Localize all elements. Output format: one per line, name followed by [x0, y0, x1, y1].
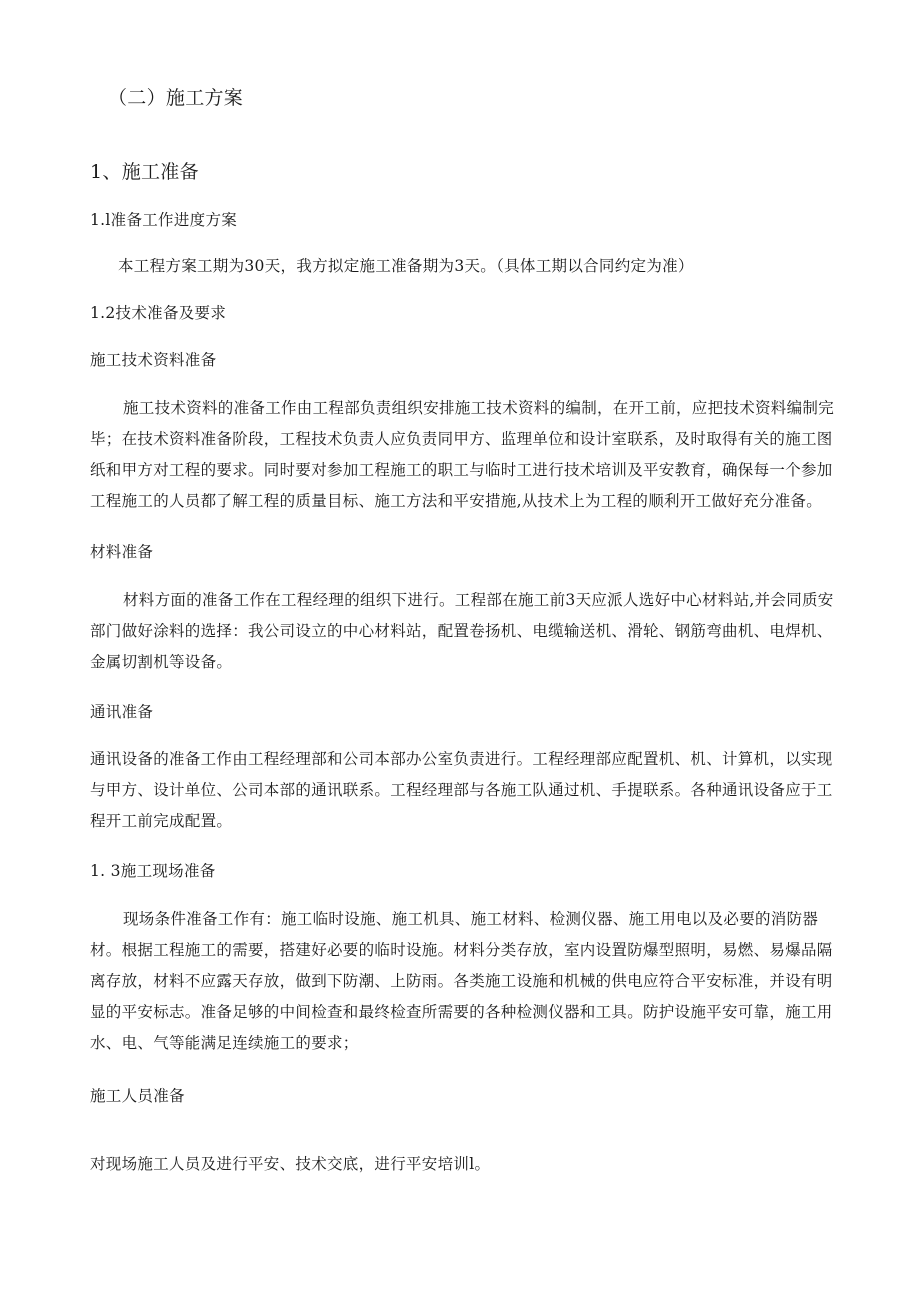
label-material: 材料准备 — [90, 543, 154, 561]
text-line: 材料方面的准备工作在工程经理的组织下进行。工程部在施工前3天应派人选好中心材料站,并会同质安 — [123, 591, 834, 609]
communication-paragraph — [90, 744, 833, 837]
text-line: 金属切割机等设备。 — [90, 653, 233, 671]
text-line: 水、电、气等能满足连续施工的要求； — [90, 1034, 359, 1052]
schedule-paragraph: 本工程方案工期为30天，我方拟定施工准备期为3天。（具体工期以合同约定为准） — [118, 257, 694, 275]
text-line: 材。根据工程施工的需要，搭建好必要的临时设施。材料分类存放，室内设置防爆型照明，易燃、易爆品隔 — [90, 941, 833, 959]
label-communication: 通讯准备 — [90, 703, 154, 721]
material-paragraph — [90, 585, 834, 678]
label-technical-documents: 施工技术资料准备 — [90, 351, 217, 369]
text-line: 施工技术资料的准备工作由工程部负责组织安排施工技术资料的编制，在开工前，应把技术资料编制完 — [123, 399, 835, 417]
label-personnel: 施工人员准备 — [90, 1087, 185, 1105]
subheading-site: 1. 3施工现场准备 — [90, 862, 216, 880]
personnel-paragraph: 对现场施工人员及进行平安、技术交底，进行平安培训l。 — [90, 1155, 491, 1173]
text-line: 与甲方、设计单位、公司本部的通讯联系。工程经理部与各施工队通过机、手提联系。各种通讯设备应于工 — [90, 781, 833, 799]
text-line: 现场条件准备工作有：施工临时设施、施工机具、施工材料、检测仪器、施工用电以及必要的消防器 — [123, 910, 819, 928]
technical-documents-paragraph — [90, 393, 835, 517]
text-line: 程开工前完成配置。 — [90, 812, 233, 830]
text-line: 通讯设备的准备工作由工程经理部和公司本部办公室负责进行。工程经理部应配置机、机、计算机，以实现 — [90, 750, 833, 768]
subheading-technical: 1.2技术准备及要求 — [90, 304, 227, 322]
text-line: 部门做好涂料的选择：我公司设立的中心材料站，配置卷扬机、电缆输送机、滑轮、钢筋弯曲机、电焊机、 — [90, 622, 833, 640]
text-line: 工程施工的人员都了解工程的质量目标、施工方法和平安措施,从技术上为工程的顺利开工做好充分准备。 — [90, 492, 823, 510]
section-title: （二）施工方案 — [108, 87, 244, 109]
text-line: 显的平安标志。准备足够的中间检查和最终检查所需要的各种检测仪器和工具。防护设施平安可靠，施工用 — [90, 1003, 833, 1021]
heading-construction-preparation: 1、施工准备 — [90, 161, 199, 183]
text-line: 纸和甲方对工程的要求。同时要对参加工程施工的职工与临时工进行技术培训及平安教育，确保每一个参加 — [90, 461, 833, 479]
text-line: 离存放，材料不应露天存放，做到下防潮、上防雨。各类施工设施和机械的供电应符合平安标准，并设有明 — [90, 972, 833, 990]
site-paragraph — [90, 904, 833, 1059]
text-line: 毕；在技术资料准备阶段，工程技术负责人应负责同甲方、监理单位和设计室联系，及时取得有关的施工图 — [90, 430, 833, 448]
subheading-schedule: 1.l准备工作进度方案 — [90, 211, 238, 229]
